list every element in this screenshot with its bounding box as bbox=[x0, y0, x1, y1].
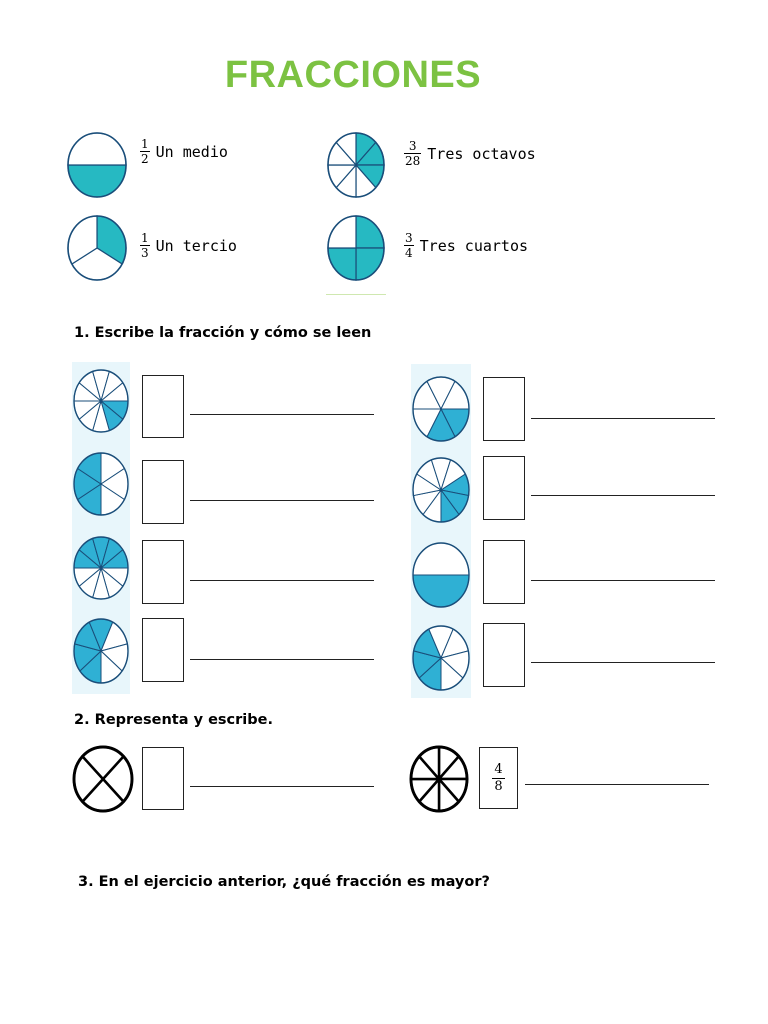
fraction-answer-box[interactable] bbox=[483, 540, 525, 604]
exercise-pie-4 bbox=[72, 617, 130, 685]
pie-slice-filled bbox=[68, 165, 126, 197]
answer-line[interactable] bbox=[190, 580, 374, 581]
exercise-pie-2 bbox=[72, 451, 130, 517]
fraction: $\frac{3}{28}$ bbox=[405, 139, 421, 168]
fraction: $\frac{3}{4}$ bbox=[405, 231, 413, 260]
legend-label-thirds: $\frac{1}{3}$ Un tercio bbox=[141, 231, 237, 260]
section-1-heading: 1. Escribe la fracción y cómo se leen bbox=[74, 325, 372, 341]
fraction-answer-box[interactable] bbox=[483, 377, 525, 441]
pie-slice-empty bbox=[68, 133, 126, 165]
fraction-answer-box[interactable] bbox=[142, 375, 184, 438]
section-3-heading: 3. En el ejercicio anterior, ¿qué fracción es mayor? bbox=[78, 874, 490, 890]
answer-line[interactable] bbox=[531, 495, 715, 496]
legend-label-eighths: $\frac{3}{28}$ Tres octavos bbox=[405, 139, 536, 168]
exercise-pie-7 bbox=[411, 541, 471, 609]
legend-pie-half bbox=[66, 131, 128, 199]
answer-line[interactable] bbox=[190, 500, 374, 501]
exercise-pie-1 bbox=[72, 368, 130, 434]
answer-line[interactable] bbox=[190, 659, 374, 660]
fraction-answer-box[interactable] bbox=[483, 456, 525, 520]
answer-line[interactable] bbox=[531, 580, 715, 581]
exercise-pie-5 bbox=[411, 375, 471, 443]
section-2-heading: 2. Representa y escribe. bbox=[74, 712, 273, 728]
exercise-pie-6 bbox=[411, 456, 471, 524]
page-title: FRACCIONES bbox=[224, 54, 482, 96]
draw-pie-quarters[interactable] bbox=[72, 745, 134, 813]
answer-line[interactable] bbox=[531, 662, 715, 663]
draw-pie-eighths[interactable] bbox=[409, 745, 469, 813]
pie-slice-empty bbox=[413, 543, 469, 575]
exercise-pie-8 bbox=[411, 624, 471, 692]
legend-pie-eighths bbox=[326, 131, 386, 199]
legend-underline bbox=[326, 294, 386, 295]
answer-line[interactable] bbox=[190, 414, 374, 415]
fraction-answer-box[interactable] bbox=[142, 747, 184, 810]
legend-label-half: $\frac{1}{2}$ Un medio bbox=[141, 137, 228, 166]
legend-label-quarters: $\frac{3}{4}$ Tres cuartos bbox=[405, 231, 529, 260]
fraction-answer-box[interactable] bbox=[142, 460, 184, 524]
fraction: $\frac{1}{3}$ bbox=[141, 231, 149, 260]
given-fraction-box bbox=[479, 747, 518, 809]
pie-slice-filled bbox=[413, 575, 469, 607]
answer-line[interactable] bbox=[525, 784, 709, 785]
fraction-answer-box[interactable] bbox=[142, 540, 184, 604]
given-fraction: $\frac{4}{8}$ bbox=[494, 761, 503, 794]
legend-pie-thirds bbox=[66, 214, 128, 282]
legend-pie-quarters bbox=[326, 214, 386, 282]
answer-line[interactable] bbox=[190, 786, 374, 787]
fraction-answer-box[interactable] bbox=[483, 623, 525, 687]
answer-line[interactable] bbox=[531, 418, 715, 419]
fraction: $\frac{1}{2}$ bbox=[141, 137, 149, 166]
fraction-answer-box[interactable] bbox=[142, 618, 184, 682]
exercise-pie-3 bbox=[72, 535, 130, 601]
